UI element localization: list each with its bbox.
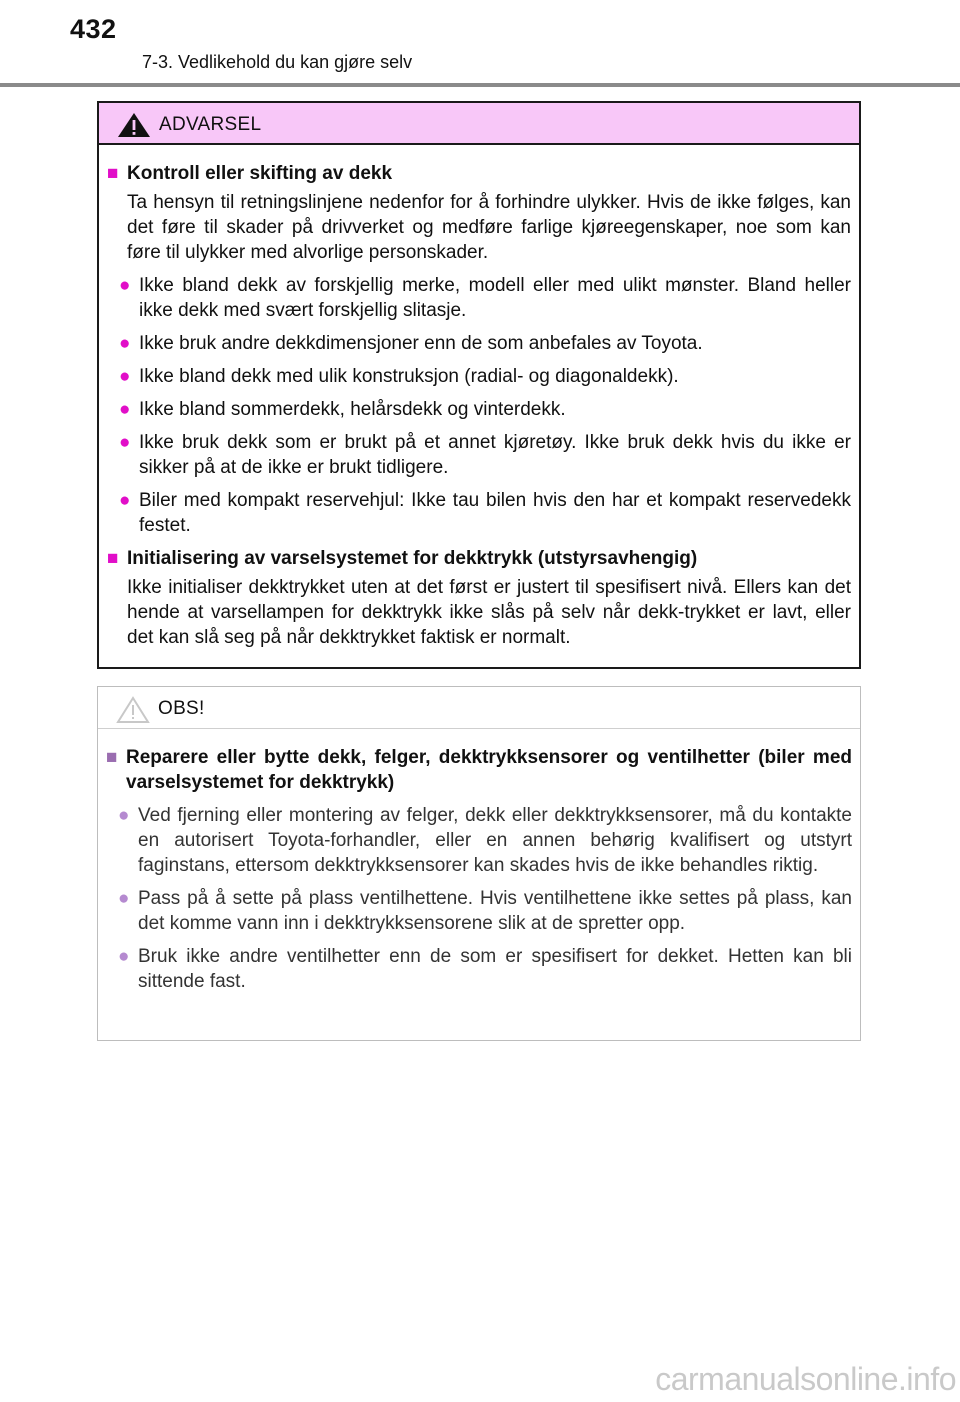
warning-body [99,145,859,650]
section-heading [107,546,851,571]
warning-triangle-icon [117,112,151,138]
list-item: ● Biler med kompakt reservehjul: Ikke tau bilen hvis den har et kompakt reservedekk festet. [107,488,851,538]
list-item: ● Bruk ikke andre ventilhetter enn de som er spesifisert for dekket. Hetten kan bli sittende fast. [106,944,852,994]
circle-bullet-icon: ● [119,432,131,453]
page-number: 432 [70,14,117,44]
circle-bullet-icon: ● [118,805,130,826]
section-heading [107,161,851,186]
square-bullet-icon: ■ [106,747,118,768]
section-intro: Ta hensyn til retningslinjene nedenfor for å forhindre ulykker. Hvis de ikke følges, kan det føre til skader på drivverket og medføre farlige kjøreegenskaper, noe som kan føre til ulykker med alvorlige personskader. [127,192,851,263]
list-item: ● Ved fjerning eller montering av felger, dekk eller dekktrykksensorer, må du kontakte en autorisert Toyota-forhandler, eller en annen behørig kvalifisert og utstyrt faginstans, ettersom dekktrykksensorer kan skades hvis de ikke behandles riktig. [106,803,852,878]
circle-bullet-icon: ● [119,399,131,420]
square-bullet-icon: ■ [107,163,119,184]
notice-box-header [98,687,860,729]
section-heading-text: Reparere eller bytte dekk, felger, dekktrykksensorer og ventilhetter (biler med varselsystemet for dekktrykk) [126,747,852,793]
caution-triangle-icon [116,696,150,724]
page-header [0,0,960,90]
warning-box-header [99,103,859,145]
circle-bullet-icon: ● [118,888,130,909]
square-bullet-icon: ■ [107,548,119,569]
section-heading [106,745,852,795]
section-heading-text: Kontroll eller skifting av dekk [127,163,393,184]
list-item: ● Ikke bland dekk av forskjellig merke, modell eller med ulikt mønster. Bland heller ikke dekk med svært forskjellig slitasje. [107,273,851,323]
list-item: ● Pass på å sette på plass ventilhettene. Hvis ventilhettene ikke settes på plass, kan det komme vann inn i dekktrykksensorene slik at de spretter opp. [106,886,852,936]
notice-body [98,729,860,994]
circle-bullet-icon: ● [119,490,131,511]
section-heading-text: Initialisering av varselsystemet for dekktrykk (utstyrsavhengig) [127,548,698,569]
list-item: ● Ikke bruk dekk som er brukt på et annet kjøretøy. Ikke bruk dekk hvis du ikke er sikker på at de ikke er brukt tidligere. [107,430,851,480]
circle-bullet-icon: ● [118,946,130,967]
circle-bullet-icon: ● [119,366,131,387]
warning-label: ADVARSEL [159,114,262,135]
section-title: 7-3. Vedlikehold du kan gjøre selv [142,52,413,72]
circle-bullet-icon: ● [119,333,131,354]
watermark: carmanualsonline.info [655,1361,956,1397]
list-item: ● Ikke bruk andre dekkdimensjoner enn de som anbefales av Toyota. [107,331,851,356]
section-intro: Ikke initialiser dekktrykket uten at det først er justert til spesifisert nivå. Ellers kan det hende at varsellampen for dekktrykk ikke slås på selv når dekk-trykket er lavt, eller det kan slå seg på når dekktrykket faktisk er normalt. [127,577,851,648]
list-item: ● Ikke bland dekk med ulik konstruksjon (radial- og diagonaldekk). [107,364,851,389]
header-divider [0,83,960,87]
notice-box [97,686,861,1041]
list-item: ● Ikke bland sommerdekk, helårsdekk og vinterdekk. [107,397,851,422]
notice-label: OBS! [158,698,205,719]
circle-bullet-icon: ● [119,275,131,296]
warning-box [97,101,861,669]
